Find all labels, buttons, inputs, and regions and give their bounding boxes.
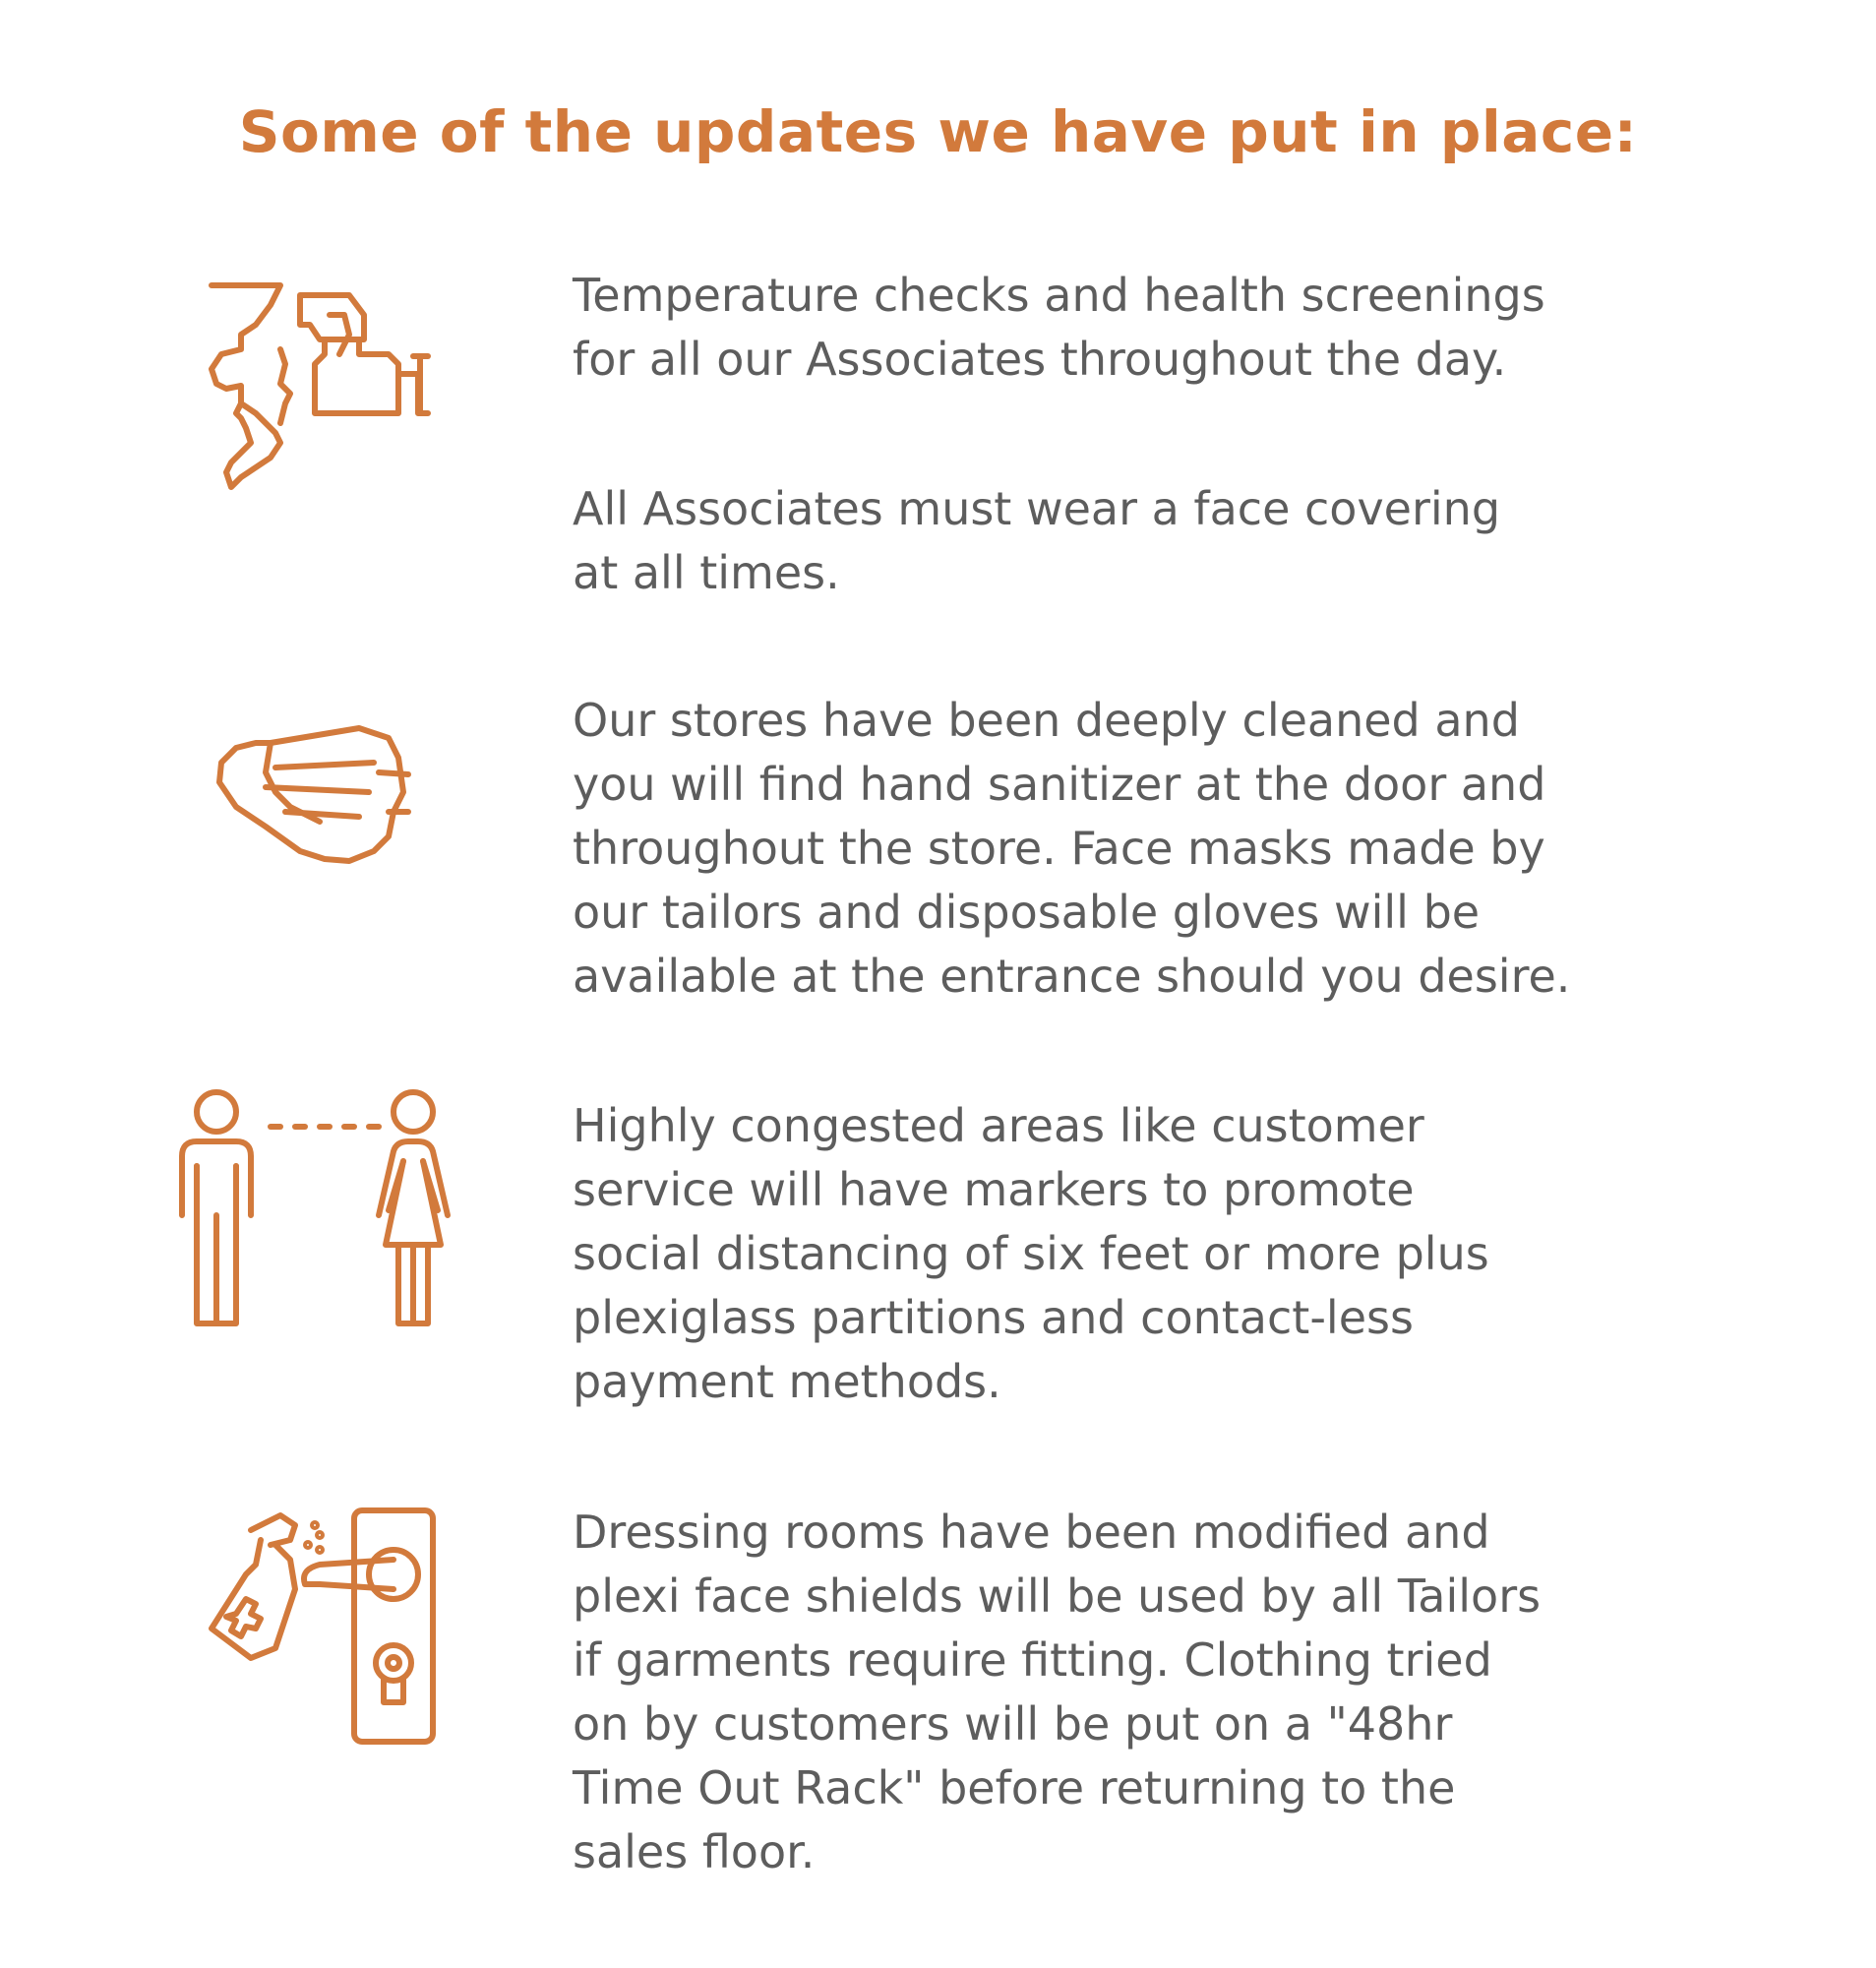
page-title: Some of the updates we have put in place: [238, 98, 1638, 165]
face-mask-icon [212, 713, 428, 876]
item-text-dressing-rooms: Dressing rooms have been modified and plexi face shields will be used by all Tailors if garments require fitting. Clothing tried on by customers will be put on a "48hr Time Out Rack" before returning to the sales floor. [573, 1506, 1542, 1878]
thermometer-face-scan-icon [202, 276, 438, 492]
item-text-temperature: Temperature checks and health screenings for all our Associates throughout the day. [573, 269, 1545, 386]
disinfect-door-handle-icon [202, 1501, 438, 1747]
item-text-distancing: Highly congested areas like customer service will have markers to promote social distancing of six feet or more plus plexiglass partitions and contact-less payment methods. [573, 1099, 1489, 1408]
item-text-face-covering: All Associates must wear a face covering at all times. [573, 482, 1501, 599]
item-text-cleaning: Our stores have been deeply cleaned and you will find hand sanitizer at the door and throughout the store. Face masks made by our tailors and disposable gloves will be available at the entrance should you desire. [573, 694, 1571, 1003]
social-distancing-icon [167, 1087, 472, 1328]
